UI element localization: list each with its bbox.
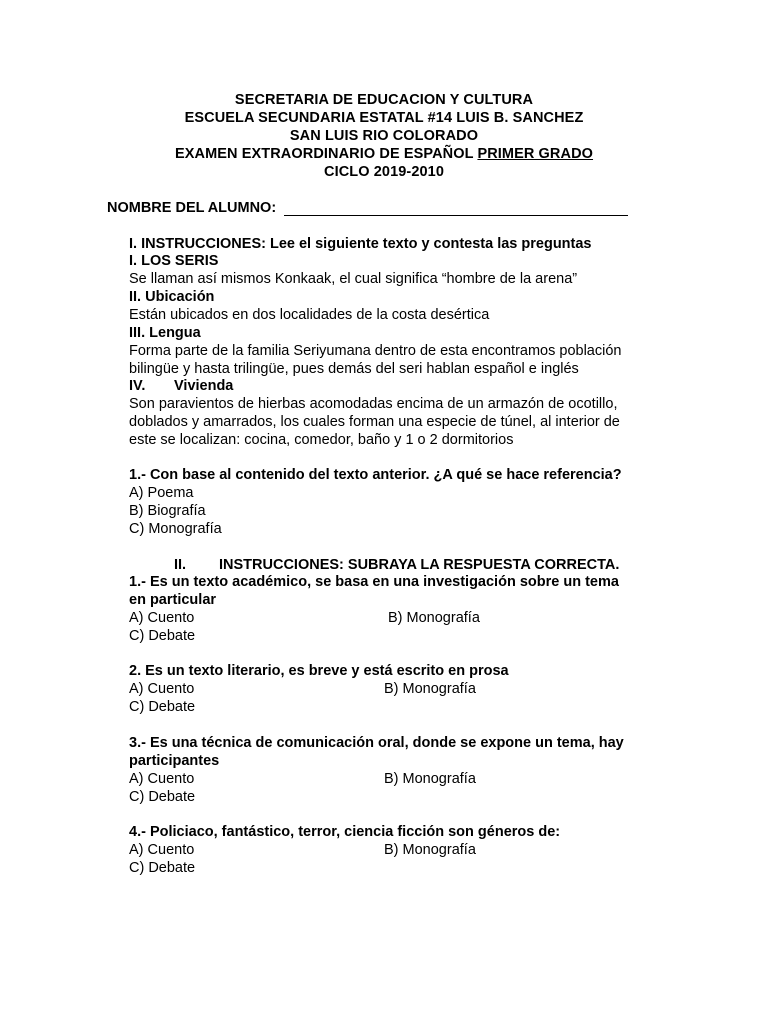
exam-grade-underlined: PRIMER GRADO (477, 146, 594, 162)
reading-paragraph-ubicacion: Están ubicados en dos localidades de la costa desértica (129, 307, 490, 323)
s2-q4-option-a[interactable]: A) Cuento (129, 842, 195, 858)
reading-paragraph-vivienda-3: este se localizan: cocina, comedor, baño y 1 o 2 dormitorios (129, 432, 514, 448)
header-cycle: CICLO 2019-2010 (324, 164, 444, 180)
s2-question-2: 2. Es un texto literario, es breve y está escrito en prosa (129, 663, 509, 679)
s2-q1-option-b[interactable]: B) Monografía (388, 610, 480, 626)
header-exam-title (0, 146, 768, 162)
reading-paragraph-vivienda-1: Son paravientos de hierbas acomodadas encima de un armazón de ocotillo, (129, 396, 618, 412)
s2-q1-option-a[interactable]: A) Cuento (129, 610, 195, 626)
s2-q4-option-c[interactable]: C) Debate (129, 860, 196, 876)
s1-q1-option-a[interactable]: A) Poema (129, 485, 194, 501)
header-school: ESCUELA SECUNDARIA ESTATAL #14 LUIS B. SANCHEZ (184, 110, 584, 126)
reading-paragraph-lengua-1: Forma parte de la familia Seriyumana dentro de esta encontramos población (129, 343, 622, 359)
reading-title: I. LOS SERIS (129, 253, 219, 269)
s2-q2-option-b[interactable]: B) Monografía (384, 681, 476, 697)
header-city: SAN LUIS RIO COLORADO (289, 128, 479, 144)
s2-q3-option-b[interactable]: B) Monografía (384, 771, 476, 787)
s2-question-1-line1: 1.- Es un texto académico, se basa en una investigación sobre un tema (129, 574, 619, 590)
student-name-label: NOMBRE DEL ALUMNO: (107, 200, 277, 216)
reading-paragraph-lengua-2: bilingüe y hasta trilingüe, pues demás del seri hablan español e inglés (129, 361, 579, 377)
exam-title-text: EXAMEN EXTRAORDINARIO DE ESPAÑOL (174, 146, 478, 162)
reading-heading-vivienda-number: IV. (129, 378, 146, 394)
s2-q1-option-c[interactable]: C) Debate (129, 628, 196, 644)
reading-heading-vivienda: Vivienda (174, 378, 234, 394)
reading-heading-ubicacion: II. Ubicación (129, 289, 215, 305)
section1-instructions: I. INSTRUCCIONES: Lee el siguiente texto y contesta las preguntas (129, 236, 592, 252)
s2-question-3-line1: 3.- Es una técnica de comunicación oral, donde se expone un tema, hay (129, 735, 624, 751)
section2-instructions: INSTRUCCIONES: SUBRAYA LA RESPUESTA CORRECTA. (219, 557, 620, 573)
s2-question-1-line2: en particular (129, 592, 217, 608)
reading-heading-lengua: III. Lengua (129, 325, 201, 341)
s2-q3-option-c[interactable]: C) Debate (129, 789, 196, 805)
s2-question-3-line2: participantes (129, 753, 220, 769)
student-name-line[interactable] (284, 202, 628, 216)
s1-question-1: 1.- Con base al contenido del texto anterior. ¿A qué se hace referencia? (129, 467, 622, 483)
s1-q1-option-b[interactable]: B) Biografía (129, 503, 206, 519)
header-secretaria: SECRETARIA DE EDUCACION Y CULTURA (234, 92, 534, 108)
s2-q3-option-a[interactable]: A) Cuento (129, 771, 195, 787)
s2-q4-option-b[interactable]: B) Monografía (384, 842, 476, 858)
s2-q2-option-c[interactable]: C) Debate (129, 699, 196, 715)
s2-question-4: 4.- Policiaco, fantástico, terror, ciencia ficción son géneros de: (129, 824, 561, 840)
reading-paragraph-vivienda-2: doblados y amarrados, los cuales forman una especie de túnel, al interior de (129, 414, 620, 430)
s2-q2-option-a[interactable]: A) Cuento (129, 681, 195, 697)
section2-number: II. (174, 557, 187, 573)
s1-q1-option-c[interactable]: C) Monografía (129, 521, 222, 537)
reading-intro: Se llaman así mismos Konkaak, el cual significa “hombre de la arena” (129, 271, 578, 287)
